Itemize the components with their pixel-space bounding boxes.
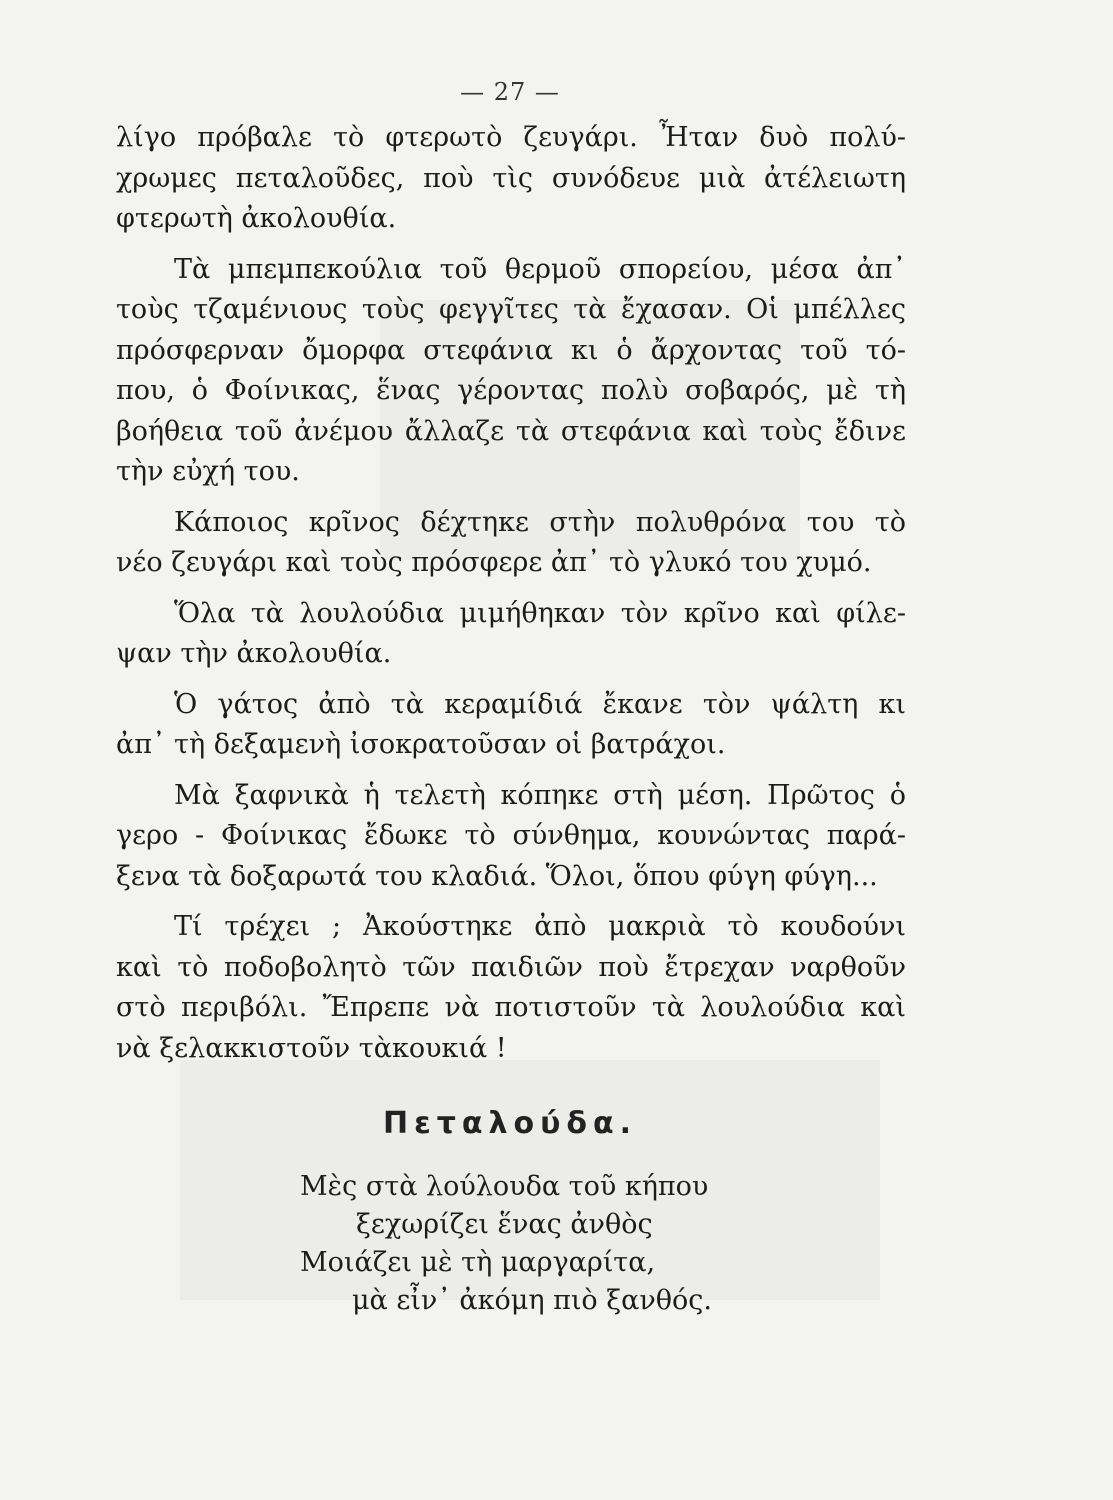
- paragraph: [116, 503, 906, 584]
- text-line: ψαν τὴν ἀκολουθία.: [116, 638, 392, 669]
- paragraph: [116, 594, 906, 675]
- text-line: Τί τρέχει ; Ἀκούστηκε ἀπὸ μακριὰ τὸ κουδούνι: [174, 911, 906, 942]
- text-line: στὸ περιβόλι. Ἔπρεπε νὰ ποτιστοῦν τὰ λουλούδια καὶ: [116, 992, 906, 1023]
- text-line: ξενα τὰ δοξαρωτά του κλαδιά. Ὅλοι, ὅπου φύγη φύγη...: [116, 860, 878, 892]
- poem-title: Πεταλούδα.: [382, 1106, 638, 1141]
- text-line: Τὰ μπεμπεκούλια τοῦ θερμοῦ σπορείου, μέσα ἀπ᾽: [174, 253, 906, 285]
- text-line: τὴν εὐχή του.: [116, 456, 300, 487]
- text-line: φτερωτὴ ἀκολουθία.: [116, 203, 397, 234]
- poem-line: μὰ εἶν᾽ ἀκόμη πιὸ ξανθός.: [352, 1285, 713, 1316]
- text-line: Ὅλα τὰ λουλούδια μιμήθηκαν τὸν κρῖνο καὶ φίλε-: [174, 597, 906, 629]
- text-line: που, ὁ Φοίνικας, ἕνας γέροντας πολὺ σοβαρός, μὲ τὴ: [116, 375, 906, 406]
- text-line: Ὁ γάτος ἀπὸ τὰ κεραμίδιά ἔκανε τὸν ψάλτη κι: [174, 688, 906, 720]
- text-line: νέο ζευγάρι καὶ τοὺς πρόσφερε ἀπ᾽ τὸ γλυκό του χυμό.: [116, 547, 872, 578]
- text-line: λίγο πρόβαλε τὸ φτερωτὸ ζευγάρι. Ἦταν δυὸ πολύ-: [116, 122, 906, 153]
- text-line: γερο - Φοίνικας ἔδωκε τὸ σύνθημα, κουνώντας παρά-: [116, 820, 906, 851]
- text-line: ἀπ᾽ τὴ δεξαμενὴ ἰσοκρατοῦσαν οἱ βατράχοι.: [116, 729, 726, 760]
- paragraph: [116, 250, 906, 493]
- text-line: καὶ τὸ ποδοβολητὸ τῶν παιδιῶν ποὺ ἔτρεχαν ναρθοῦν: [116, 951, 906, 983]
- poem-line: Μὲς στὰ λούλουδα τοῦ κήπου: [300, 1171, 709, 1202]
- text-line: Μὰ ξαφνικὰ ἡ τελετὴ κόπηκε στὴ μέση. Πρῶτος ὁ: [174, 779, 906, 811]
- poem-line: Μοιάζει μὲ τὴ μαργαρίτα,: [300, 1247, 656, 1278]
- poem: [300, 1168, 860, 1320]
- paragraph: [116, 118, 906, 240]
- paragraph: [116, 907, 906, 1069]
- paragraph: [116, 776, 906, 898]
- text-line: βοήθεια τοῦ ἀνέμου ἄλλαζε τὰ στεφάνια καὶ τοὺς ἔδινε: [116, 415, 906, 447]
- body-text: [116, 118, 906, 1079]
- text-line: χρωμες πεταλοῦδες, ποὺ τὶς συνόδευε μιὰ ἀτέλειωτη: [116, 162, 906, 194]
- page-number: — 27 —: [460, 78, 560, 106]
- poem-line: ξεχωρίζει ἕνας ἀνθὸς: [356, 1209, 653, 1240]
- text-line: νὰ ξελακκιστοῦν τὰκουκιά !: [116, 1032, 507, 1064]
- text-line: Κάποιος κρῖνος δέχτηκε στὴν πολυθρόνα του τὸ: [174, 506, 906, 538]
- text-line: πρόσφερναν ὄμορφα στεφάνια κι ὁ ἄρχοντας τοῦ τό-: [116, 334, 906, 366]
- paragraph: [116, 685, 906, 766]
- text-line: τοὺς τζαμένιους τοὺς φεγγῖτες τὰ ἔχασαν. Οἱ μπέλλες: [116, 294, 906, 325]
